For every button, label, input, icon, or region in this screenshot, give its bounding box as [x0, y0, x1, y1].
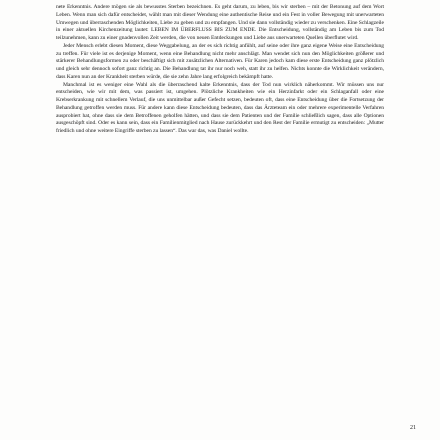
text-column: [56, 4, 384, 136]
paragraph-1: nete Erkenntnis. Andere mögen sie als bewusstes Sterben bezeichnen. Es geht darum, zu leben, bis wir sterben – mit der Betonung auf dem Wort Leben. Wenn man sich dafür entscheidet, wählt man mit dieser Wendung eine authentische Reise und ein Fest in voller Bewegung mit unerwarteten Umwegen und überraschenden Möglichkeiten, Liebe zu geben und zu empfangen. Und sie dann vollständig wieder zu verschenken. Eine Schlagzeile in einer aktuellen Kirchenzeitung lautet: LEBEN IM ÜBERFLUSS BIS ZUM ENDE. Die Entscheidung, vollständig am Leben bis zum Tod teilzunehmen, kann zu einer gnadenvollen Zeit werden, die von neuen Entdeckungen und Liebe aus unerwarteten Quellen überflutet wird.: [56, 4, 384, 41]
paragraph-3: Manchmal ist es weniger eine Wahl als die überraschend kalte Erkenntnis, dass der Tod nun wirklich näherkommt. Wir müssen uns nur entscheiden, wie wir mit dem, was passiert ist, umgehen. Plötzliche Krankheiten wie ein Herzinfarkt oder ein Schlaganfall oder eine Krebserkrankung mit schnellem Verlauf, die uns unmittelbar außer Gefecht setzen, bedeuten oft, dass eine Entscheidung über die Fortsetzung der Behandlung getroffen werden muss. Für andere kann diese Entscheidung bedeuten, dass das Ärzteteam ein oder mehrere experimentelle Verfahren ausprobiert hat, ohne dass sie dem Betroffenen geholfen hätten, und dass sie dem Patienten und der Familie schließlich sagen, dass alle Optionen ausgeschöpft sind. Oder es kann sein, dass ein Familienmitglied nach Hause zurückkehrt und den Rest der Familie ermutigt zu entscheiden: „Mutter friedlich und ohne weitere Eingriffe sterben zu lassen“. Das war das, was Daniel wollte.: [56, 81, 384, 134]
paragraph-2: Jeder Mensch erlebt diesen Moment, diese Weggabelung, an der es sich richtig anfühlt, auf seine oder ihre ganz eigene Weise eine Entscheidung zu treffen. Für viele ist es derjenige Moment, wenn eine Behandlung nicht mehr anschlägt. Man wendet sich nun den Möglichkeiten größerer und stärkerer Behandlungsformen zu oder beschäftigt sich mit zusätzlichen Alternativen. Für Karen jedoch kam diese erste Entscheidung ganz plötzlich und gleich sehr dennoch sofort ganz richtig an. Die Behandlung tat ihr nur noch weh, statt ihr zu helfen. Nichts konnte die Wirklichkeit verändern, dass Karen nun an der Krankheit sterben würde, die sie zehn Jahre lang erfolgreich bekämpft hatte.: [56, 42, 384, 80]
page-number: 21: [410, 425, 416, 431]
